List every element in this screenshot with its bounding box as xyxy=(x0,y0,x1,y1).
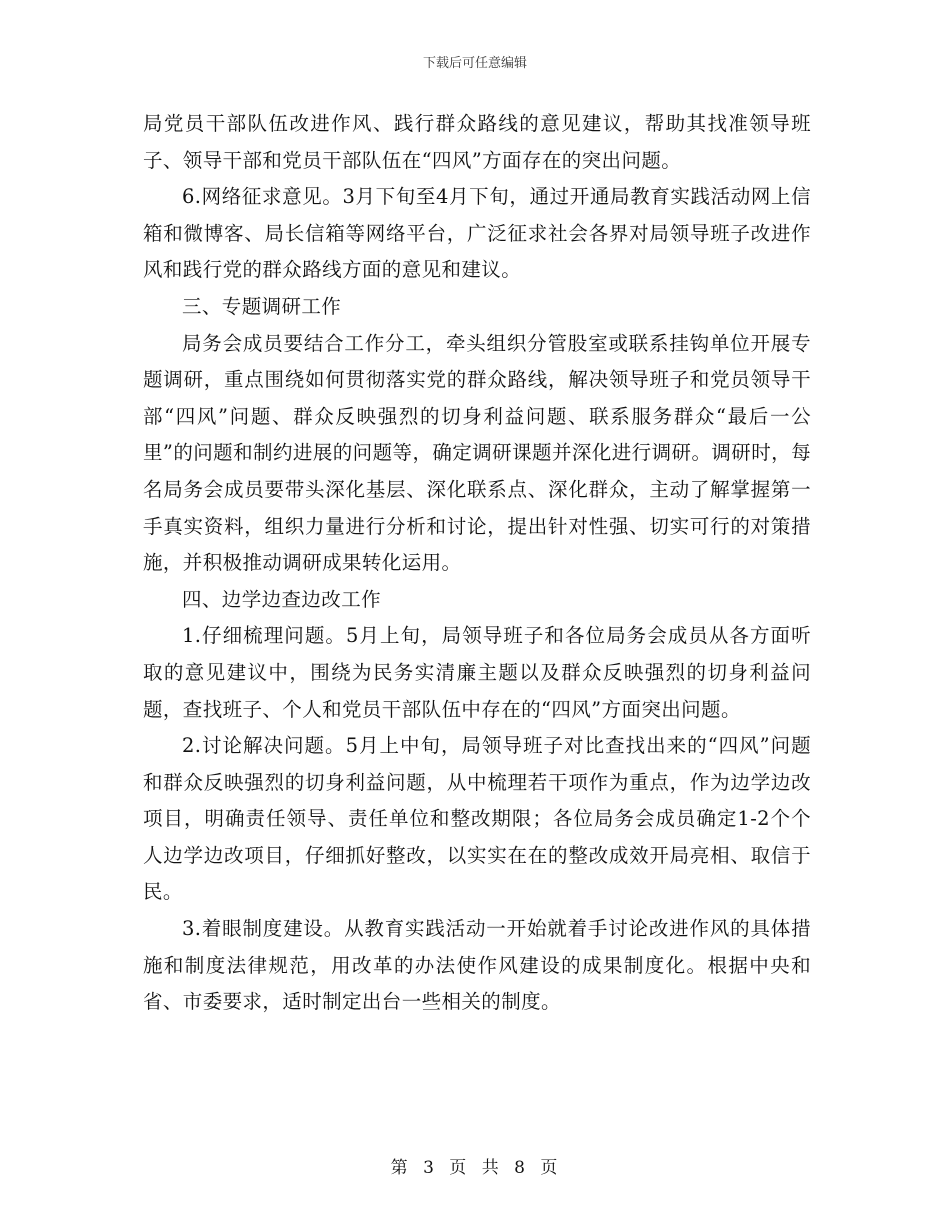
paragraph-system-building: 3.着眼制度建设。从教育实践活动一开始就着手讨论改进作风的具体措施和制度法律规范，用改革的办法使作风建设的成果制度化。根据中央和省、市委要求，适时制定出台一些相关的制度。 xyxy=(143,917,811,1014)
paragraph-solve-problems: 2.讨论解决问题。5月上中旬，局领导班子对比查找出来的“四风”问题和群众反映强烈的切身利益问题，从中梳理若干项作为重点，作为边学边改项目，明确责任领导、责任单位和整改期限；各位局务会成员确定1-2个个人边学边改项目，仔细抓好整改，以实实在在的整改成效开局亮相、取信于民。 xyxy=(143,734,811,904)
paragraph-research: 局务会成员要结合工作分工，牵头组织分管股室或联系挂钩单位开展专题调研，重点围绕如何贯彻落实党的群众路线，解决领导班子和党员领导干部“四风”问题、群众反映强烈的切身利益问题、联系服务群众“最后一公里”的问题和制约进展的问题等，确定调研课题并深化进行调研。调研时，每名局务会成员要带头深化基层、深化联系点、深化群众，主动了解掌握第一手真实资料，组织力量进行分析和讨论，提出针对性强、切实可行的对策措施，并积极推动调研成果转化运用。 xyxy=(143,331,811,575)
section-heading-research: 三、专题调研工作 xyxy=(182,294,342,318)
page-header: 下载后可任意编辑 xyxy=(422,56,527,71)
paragraph-online-feedback: 6.网络征求意见。3月下旬至4月下旬，通过开通局教育实践活动网上信箱和微博客、局长信箱等网络平台，广泛征求社会各界对局领导班子改进作风和践行党的群众路线方面的意见和建议。 xyxy=(143,185,811,282)
page-footer: 第 3 页 共 8 页 xyxy=(390,1158,560,1178)
document-body xyxy=(143,106,811,1021)
section-heading-rectify: 四、边学边查边改工作 xyxy=(182,587,382,611)
paragraph-continuation: 局党员干部队伍改进作风、践行群众路线的意见建议，帮助其找准领导班子、领导干部和党员干部队伍在“四风”方面存在的突出问题。 xyxy=(143,112,811,172)
paragraph-sort-problems: 1.仔细梳理问题。5月上旬，局领导班子和各位局务会成员从各方面听取的意见建议中，围绕为民务实清廉主题以及群众反映强烈的切身利益问题，查找班子、个人和党员干部队伍中存在的“四风”方面突出问题。 xyxy=(143,624,811,721)
